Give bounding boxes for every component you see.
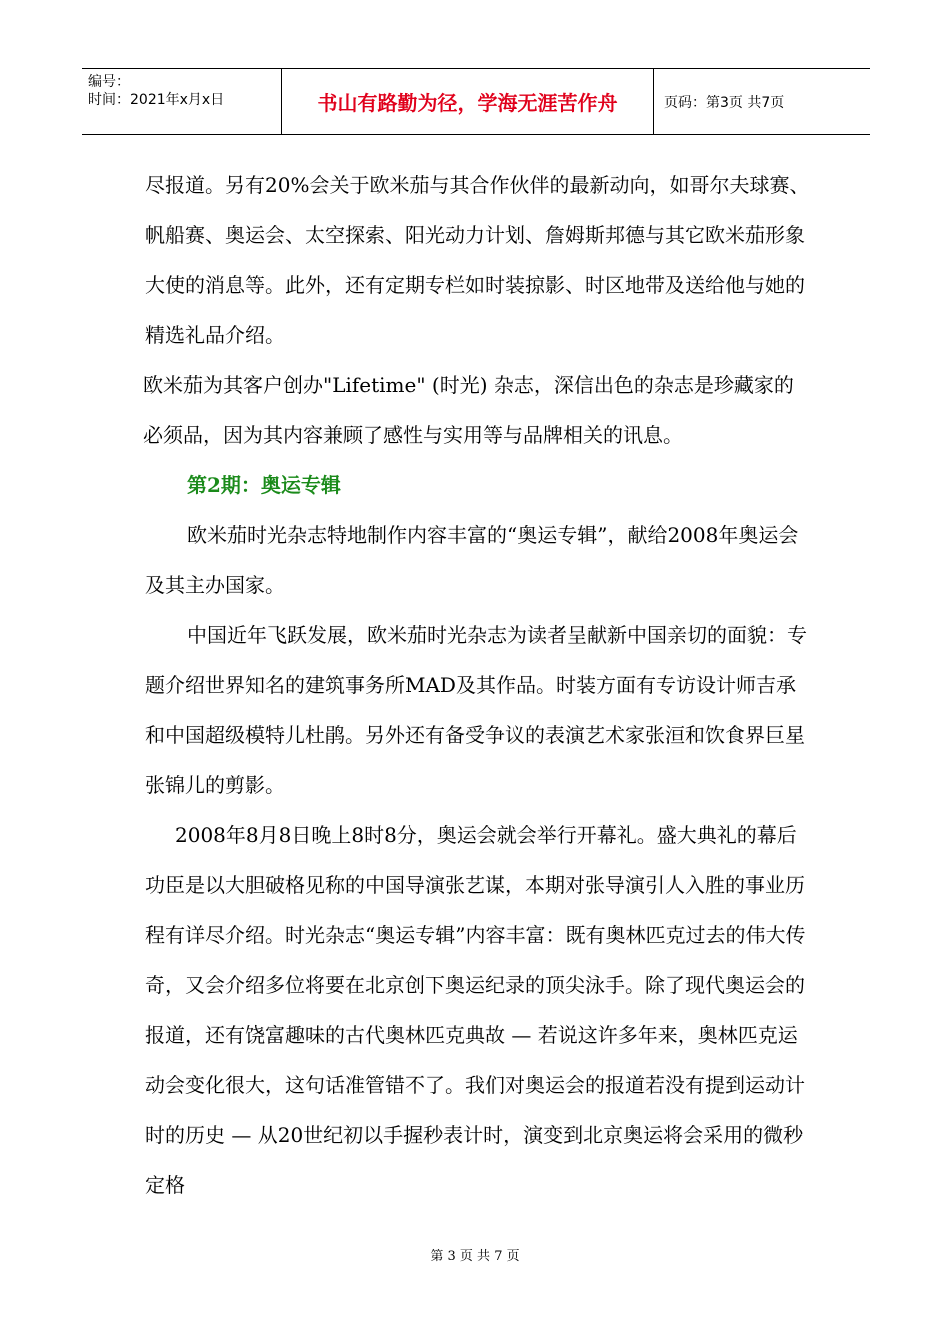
header-motto: 书山有路勤为径，学海无涯苦作舟	[282, 69, 654, 134]
header-page-info: 页码：第3页 共7页	[664, 94, 785, 111]
paragraph-opening-ceremony: 2008年8月8日晚上8时8分，奥运会就会举行开幕礼。盛大典礼的幕后功臣是以大胆破格见称的中国导演张艺谋，本期对张导演引人入胜的事业历程有详尽介绍。时光杂志“奥运专辑”内容丰富：既有奥林匹克过去的伟大传奇，又会介绍多位将要在北京创下奥运纪录的顶尖泳手。除了现代奥运会的报道，还有饶富趣味的古代奥林匹克典故 — 若说这许多年来，奥林匹克运动会变化很大，这句话准管错不了。我们对奥运会的报道若没有提到运动计时的历史 — 从20世纪初以手握秒表计时，演变到北京奥运将会采用的微秒定格	[145, 823, 806, 1197]
page-header	[82, 68, 870, 135]
document-number-label: 编号：	[88, 74, 130, 90]
page-footer: 第 3 页 共 7 页	[430, 1249, 520, 1264]
document-time-label: 时间：2021年x月x日	[88, 92, 225, 108]
section-heading: 第2期：奥运专辑	[187, 473, 341, 497]
paragraph-china-development: 中国近年飞跃发展，欧米茄时光杂志为读者呈献新中国亲切的面貌：专题介绍世界知名的建筑事务所MAD及其作品。时装方面有专访设计师吉承和中国超级模特儿杜鹃。另外还有备受争议的表演艺术家张洹和饮食界巨星张锦儿的剪影。	[145, 623, 807, 797]
document-body	[145, 160, 810, 1210]
header-meta-cell	[82, 69, 282, 134]
paragraph-lifetime-magazine: 欧米茄为其客户创办"Lifetime" (时光) 杂志，深信出色的杂志是珍藏家的必须品，因为其内容兼顾了感性与实用等与品牌相关的讯息。	[143, 373, 794, 447]
paragraph-olympic-issue: 欧米茄时光杂志特地制作内容丰富的“奥运专辑”，献给2008年奥运会及其主办国家。	[145, 523, 799, 597]
paragraph-continuation: 尽报道。另有20%会关于欧米茄与其合作伙伴的最新动向，如哥尔夫球赛、帆船赛、奥运会、太空探索、阳光动力计划、詹姆斯邦德与其它欧米茄形象大使的消息等。此外，还有定期专栏如时装掠影、时区地带及送给他与她的精选礼品介绍。	[145, 173, 810, 347]
